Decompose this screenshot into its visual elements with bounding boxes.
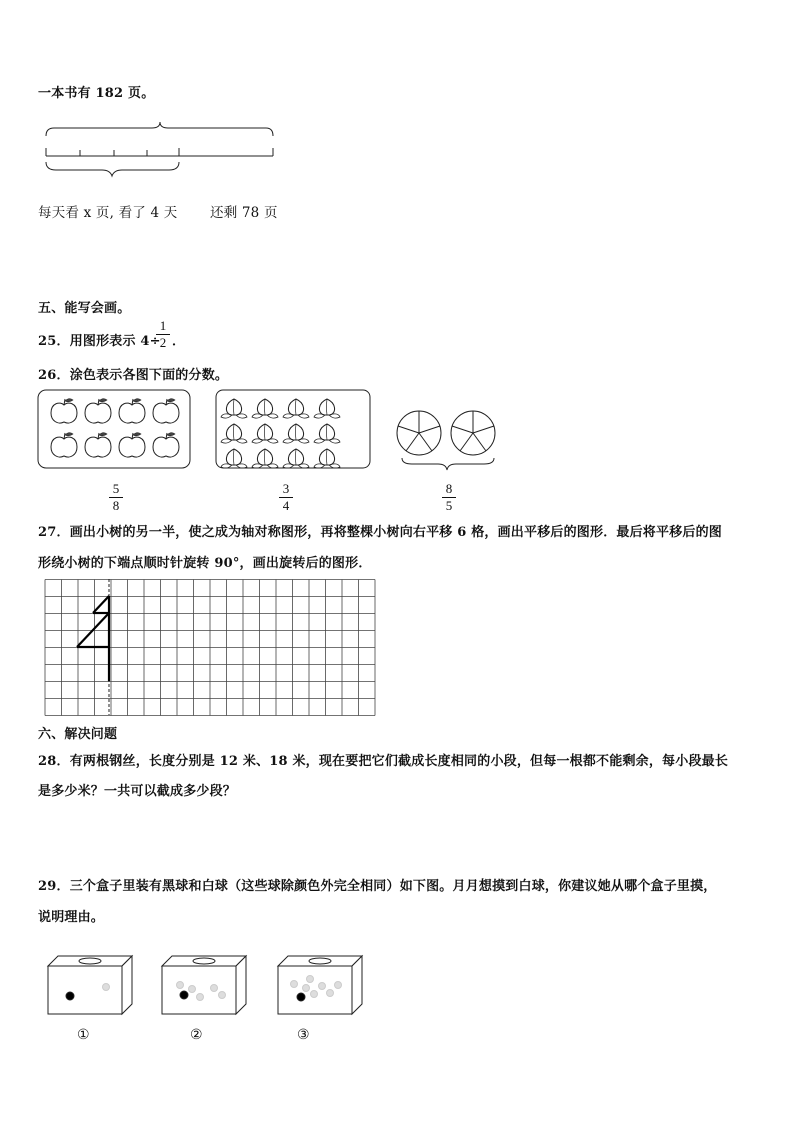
apple-icon xyxy=(51,433,77,457)
peaches-frame xyxy=(216,390,370,468)
peach-icon xyxy=(314,449,340,468)
q28-line1: 28．有两根钢丝，长度分别是 12 米、18 米，现在要把它们截成长度相同的小段，但每一根都不能剩余，每小段最长 xyxy=(38,754,729,769)
intro-line: 一本书有 182 页。 xyxy=(38,86,155,101)
peach-icon xyxy=(221,449,247,468)
box-label-1: ① xyxy=(77,1027,90,1043)
section6-title: 六、解决问题 xyxy=(38,727,118,742)
ball-boxes xyxy=(44,950,374,1020)
pie-circle-1 xyxy=(397,411,441,455)
peach-icon xyxy=(221,399,247,418)
q26-text: 26．涂色表示各图下面的分数。 xyxy=(38,368,229,383)
apple-icon xyxy=(119,399,145,423)
peach-icon xyxy=(283,399,309,418)
q27-line1: 27．画出小树的另一半，使之成为轴对称图形，再将整棵小树向右平移 6 格，画出平移后的图形．最后将平移后的图 xyxy=(38,525,722,540)
diagram-left-label: 每天看 x 页, 看了 4 天 xyxy=(38,205,178,221)
apple-icon xyxy=(153,399,179,423)
fraction-8-5: 8 5 xyxy=(442,482,456,513)
half-tree xyxy=(77,596,109,681)
peach-icon xyxy=(314,399,340,418)
peach-icon xyxy=(252,424,278,443)
q29-line2: 说明理由。 xyxy=(38,910,105,925)
box-3 xyxy=(278,956,362,1014)
fraction-3-4: 3 4 xyxy=(279,482,293,513)
q25-fraction: 1 2 xyxy=(156,319,170,350)
apple-icon xyxy=(85,433,111,457)
peach-icon xyxy=(283,424,309,443)
segment-diagram xyxy=(40,120,280,182)
apple-icon xyxy=(85,399,111,423)
apples-group xyxy=(51,399,179,457)
q27-line2: 形绕小树的下端点顺时针旋转 90°，画出旋转后的图形． xyxy=(38,556,372,571)
q26-figures xyxy=(36,388,506,472)
q25-suffix: ． xyxy=(172,334,186,349)
box-label-2: ② xyxy=(190,1027,203,1043)
box-label-3: ③ xyxy=(297,1027,310,1043)
peach-icon xyxy=(221,424,247,443)
peaches-group xyxy=(221,399,340,468)
peach-icon xyxy=(283,449,309,468)
circles-brace xyxy=(402,458,494,470)
apple-icon xyxy=(119,433,145,457)
apple-icon xyxy=(153,433,179,457)
box-2 xyxy=(162,956,246,1014)
peach-icon xyxy=(252,399,278,418)
apple-icon xyxy=(51,399,77,423)
box-1 xyxy=(48,956,132,1014)
fraction-5-8: 5 8 xyxy=(109,482,123,513)
peach-icon xyxy=(314,424,340,443)
q28-line2: 是多少米？一共可以截成多少段？ xyxy=(38,784,237,799)
section5-title: 五、能写会画。 xyxy=(38,301,131,316)
diagram-right-label: 还剩 78 页 xyxy=(210,205,278,221)
peach-icon xyxy=(252,449,278,468)
pie-circle-2 xyxy=(451,411,495,455)
tree-grid xyxy=(44,579,384,717)
q25-prefix: 25．用图形表示 4÷ xyxy=(38,334,161,349)
q29-line1: 29．三个盒子里装有黑球和白球（这些球除颜色外完全相同）如下图。月月想摸到白球，你建议她从哪个盒子里摸， xyxy=(38,879,717,894)
